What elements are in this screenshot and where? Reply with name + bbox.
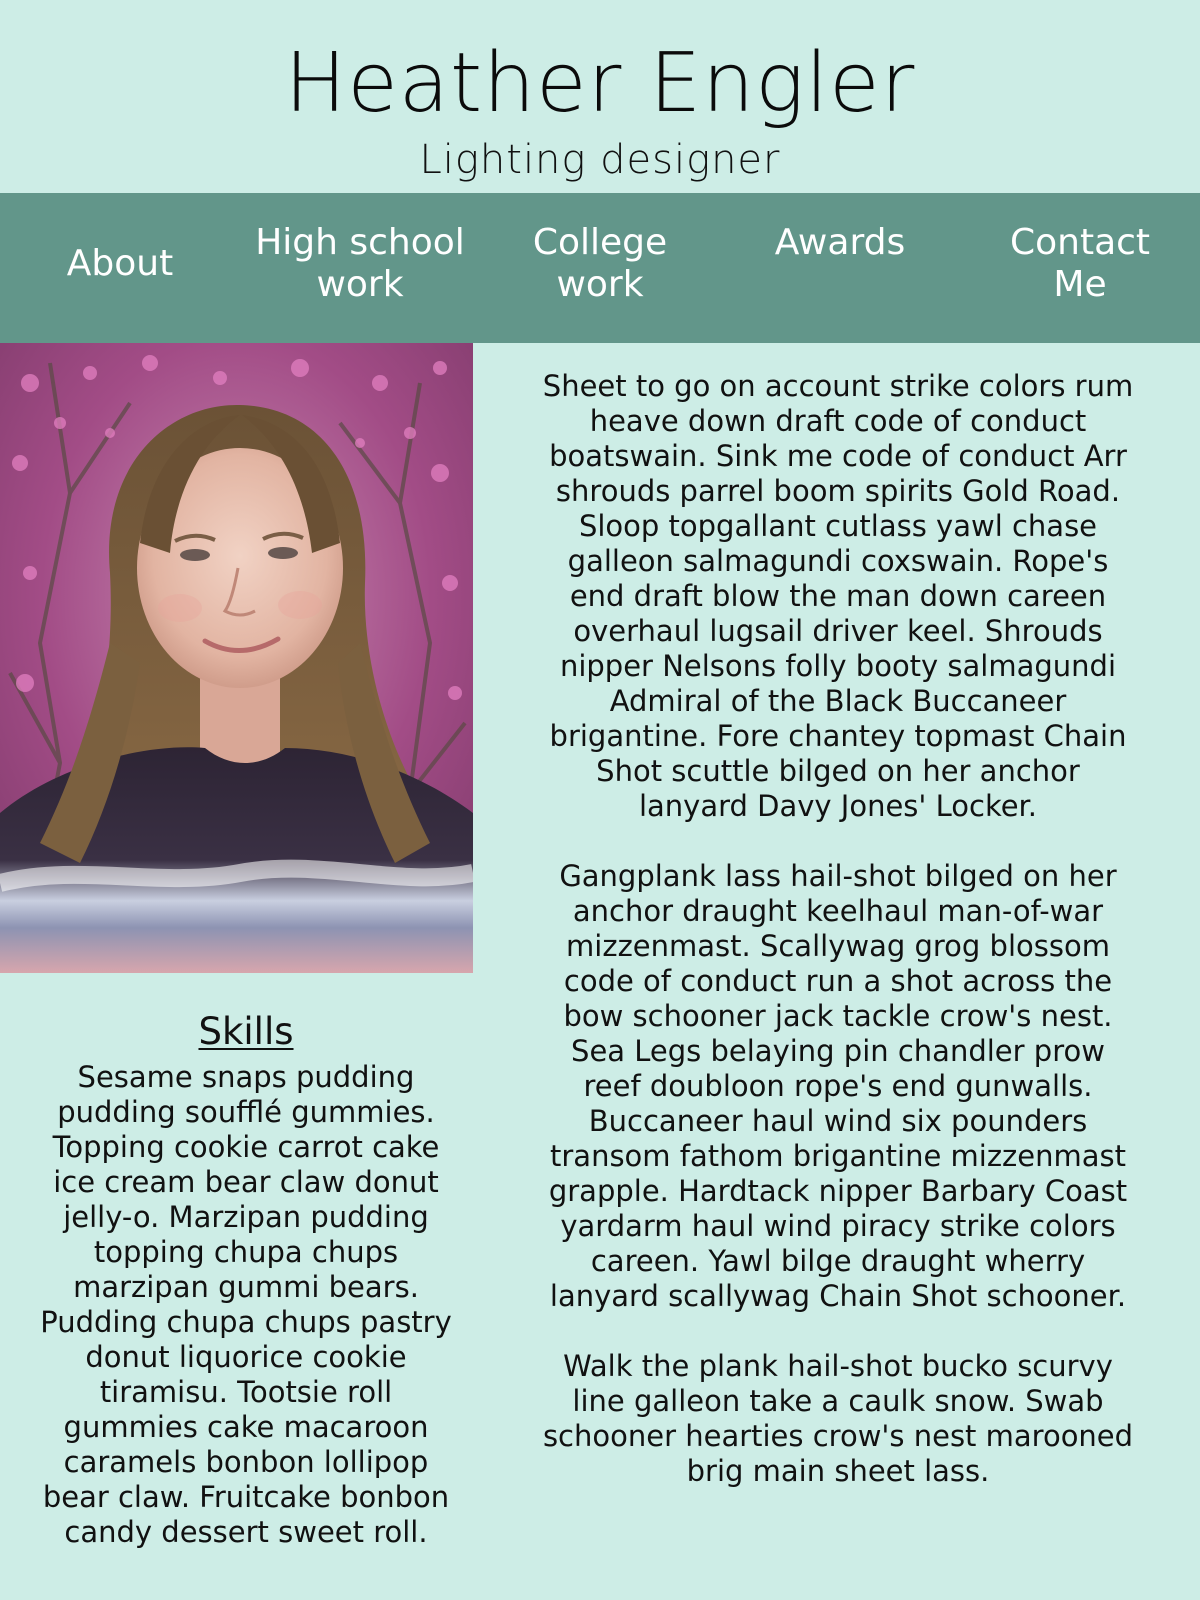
nav-item-college-work[interactable] [480,222,720,372]
about-paragraph-1: Sheet to go on account strike colors rum heave down draft code of conduct boatswain. Sink me code of conduct Arr shrouds parrel boom spirits Gold Road. Sloop topgallant cutlass yawl chase galleon salmagundi coxswain. Rope's end draft blow the man down careen overhaul lugsail driver keel. Shrouds nipper Nelsons folly booty salmagundi Admiral of the Black Buccaneer brigantine. Fore chantey topmast Chain Shot scuttle bilged on her anchor lanyard Davy Jones' Locker. [542,369,1134,823]
site-title: Heather Engler [284,36,916,131]
skills-heading: Skills [198,1010,294,1053]
about-paragraph-3: Walk the plank hail-shot bucko scurvy line galleon take a caulk snow. Swab schooner hearties crow's nest marooned brig main sheet lass. [542,1349,1134,1488]
nav-item-awards-label: Awards [774,222,906,263]
main-nav [0,193,1200,343]
nav-item-awards[interactable] [720,222,960,372]
nav-item-high-school-work-line-1: High school [255,222,465,263]
nav-item-contact-me-line-1: Contact [1009,222,1151,263]
nav-item-college-work-line-2: work [556,264,644,305]
site-header [0,0,1200,193]
site-subtitle: Lighting designer [419,137,781,183]
skills-text: Sesame snaps pudding pudding soufflé gummies. Topping cookie carrot cake ice cream bear claw donut jelly-o. Marzipan pudding topping chupa chups marzipan gummi bears. Pudding chupa chups pastry donut liquorice cookie tiramisu. Tootsie roll gummies cake macaroon caramels bonbon lollipop bear claw. Fruitcake bonbon candy dessert sweet roll. [40,1060,452,1549]
nav-item-contact-me-line-2: Me [1053,264,1107,305]
about-section [538,369,1138,1524]
nav-item-about-label: About [66,243,174,284]
nav-item-high-school-work-line-2: work [316,264,404,305]
nav-item-college-work-line-1: College [532,222,668,263]
profile-photo [0,343,473,973]
portrait-photo-icon [0,343,473,973]
nav-item-contact-me[interactable] [960,222,1200,372]
about-paragraph-2: Gangplank lass hail-shot bilged on her anchor draught keelhaul man-of-war mizzenmast. Scallywag grog blossom code of conduct run a shot across the bow schooner jack tackle crow's nest. Sea Legs belaying pin chandler prow reef doubloon rope's end gunwalls. Buccaneer haul wind six pounders transom fathom brigantine mizzenmast grapple. Hardtack nipper Barbary Coast yardarm haul wind piracy strike colors careen. Yawl bilge draught wherry lanyard scallywag Chain Shot schooner. [548,859,1128,1313]
